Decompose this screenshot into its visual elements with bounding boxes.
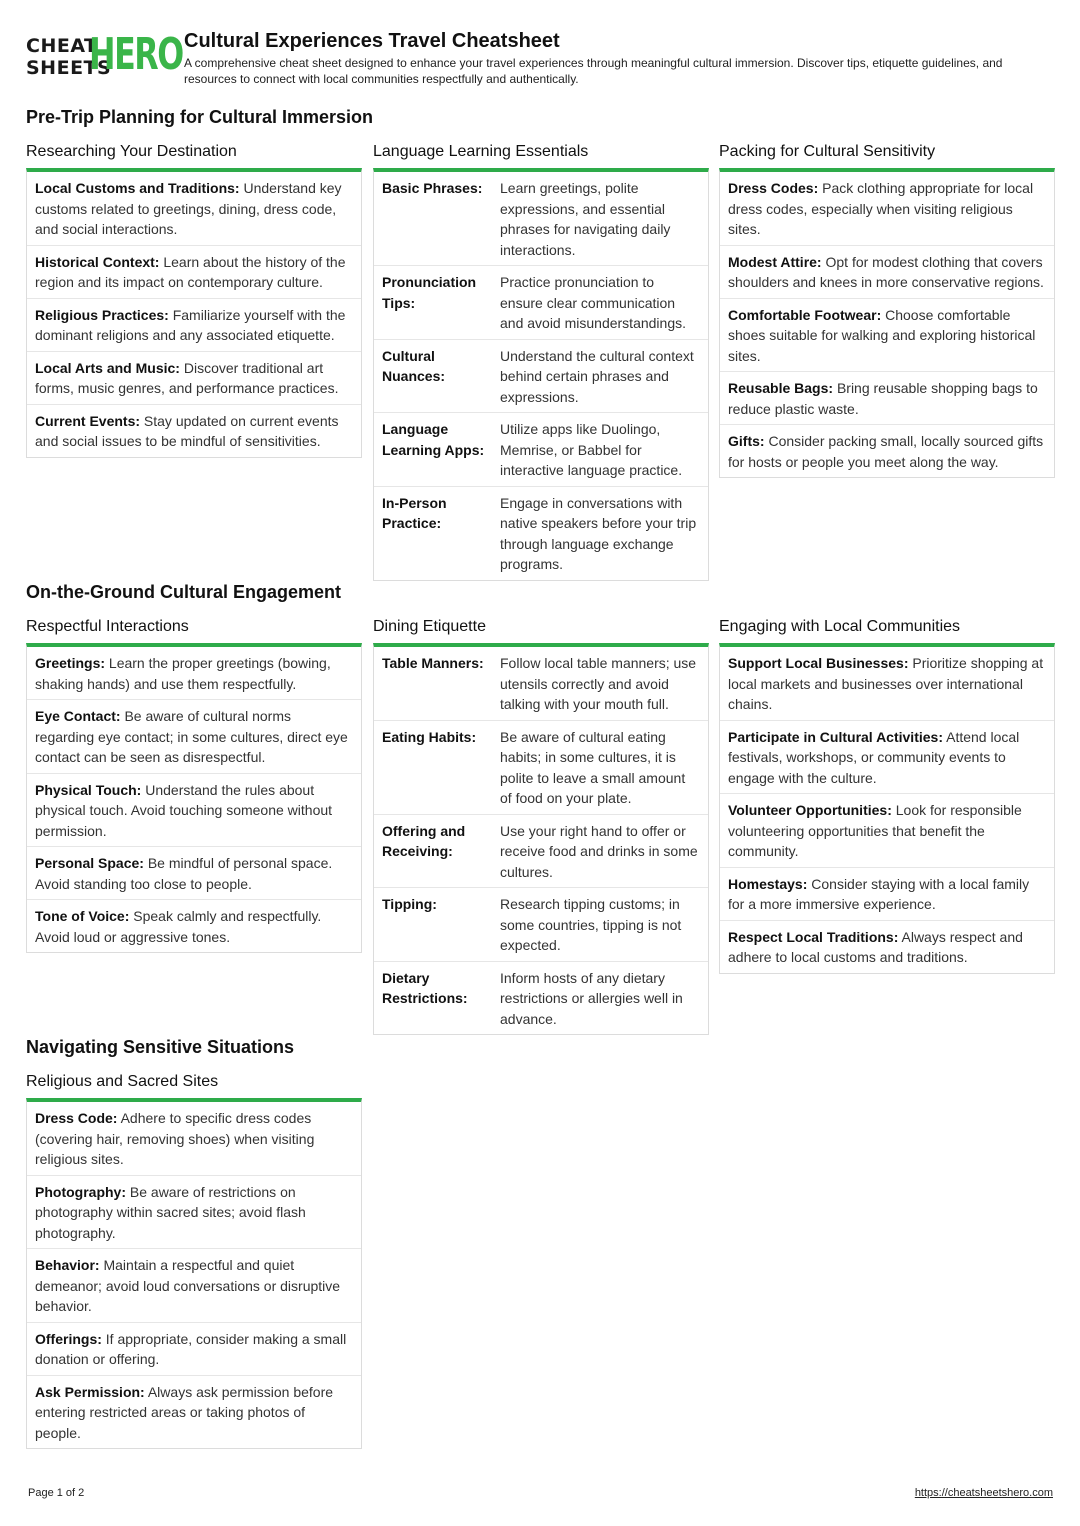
item-term: Basic Phrases: bbox=[382, 180, 483, 196]
item-desc: Maintain a respectful and quiet demeanor; avoid loud conversations or disruptive behavior. bbox=[35, 1257, 341, 1314]
item-desc: Research tipping customs; in some countries, tipping is not expected. bbox=[500, 896, 682, 953]
page-header bbox=[26, 30, 1056, 90]
item-desc: Discover traditional art forms, music genres, and performance practices. bbox=[35, 359, 339, 396]
item-term: Eye Contact: bbox=[35, 708, 121, 724]
card-local-communities bbox=[719, 617, 1055, 974]
card-body bbox=[719, 168, 1055, 478]
item-term: Gifts: bbox=[728, 433, 765, 449]
item-term: Cultural Nuances: bbox=[382, 347, 446, 384]
item-desc: Adhere to specific dress codes (covering hair, removing shoes) when visiting religious sites. bbox=[35, 1110, 315, 1167]
card-title: Religious and Sacred Sites bbox=[26, 1073, 219, 1090]
item-term: Comfortable Footwear: bbox=[728, 306, 882, 323]
item-term: Reusable Bags: bbox=[728, 380, 834, 396]
item-term: Language Learning Apps: bbox=[382, 421, 485, 458]
item-desc: Pack clothing appropriate for local dress codes, especially when visiting religious sites. bbox=[728, 180, 1034, 237]
list-item bbox=[720, 425, 1054, 477]
card-dining-etiquette bbox=[373, 617, 709, 1035]
item-term: Local Customs and Traditions: bbox=[35, 180, 240, 196]
item-term: Tipping: bbox=[382, 896, 437, 912]
item-desc: Learn about the history of the region and its impact on contemporary culture. bbox=[35, 253, 346, 290]
logo-text-hero: HERO bbox=[89, 29, 183, 80]
item-desc: Look for responsible volunteering opportunities that benefit the community. bbox=[728, 802, 1022, 859]
item-desc: Choose comfortable shoes suitable for walking and exploring historical sites. bbox=[728, 306, 1036, 364]
table-row bbox=[374, 888, 708, 962]
item-term: Volunteer Opportunities: bbox=[728, 802, 892, 818]
cheatsheetshero-logo[interactable] bbox=[26, 29, 183, 80]
item-term: Historical Context: bbox=[35, 253, 160, 270]
item-desc: Stay updated on current events and social issues to be mindful of sensitivities. bbox=[35, 412, 339, 449]
card-body bbox=[26, 643, 362, 953]
card-title: Respectful Interactions bbox=[26, 618, 189, 635]
card-body bbox=[373, 643, 709, 1035]
item-term: Dress Codes: bbox=[728, 180, 819, 196]
item-desc: Be aware of restrictions on photography within sacred sites; avoid flash photography. bbox=[35, 1183, 306, 1241]
table-row bbox=[374, 340, 708, 414]
site-link[interactable]: https://cheatsheetshero.com bbox=[914, 1487, 1053, 1499]
logo-text-cheat: CHEAT bbox=[26, 35, 98, 57]
table-row bbox=[374, 172, 708, 266]
item-desc: Use your right hand to offer or receive food and drinks in some cultures. bbox=[500, 822, 698, 880]
list-item bbox=[27, 405, 361, 457]
card-title: Packing for Cultural Sensitivity bbox=[719, 143, 936, 160]
list-item bbox=[27, 1176, 361, 1250]
item-desc: Familiarize yourself with the dominant religions and any associated etiquette. bbox=[35, 306, 346, 343]
item-term: Dress Code: bbox=[35, 1110, 118, 1126]
card-packing-sensitivity bbox=[719, 142, 1055, 478]
list-item bbox=[27, 774, 361, 848]
table-row bbox=[374, 647, 708, 721]
page-title: Cultural Experiences Travel Cheatsheet bbox=[184, 30, 560, 52]
item-desc: Consider staying with a local family for a more immersive experience. bbox=[728, 875, 1030, 912]
card-respectful-interactions bbox=[26, 617, 362, 953]
card-body bbox=[373, 168, 709, 581]
item-desc: Inform hosts of any dietary restrictions or allergies well in advance. bbox=[500, 969, 683, 1027]
item-term: Personal Space: bbox=[35, 855, 144, 871]
item-desc: Always respect and adhere to local customs and traditions. bbox=[728, 928, 1023, 965]
table-row bbox=[374, 815, 708, 889]
item-term: Eating Habits: bbox=[382, 728, 477, 745]
item-desc: Utilize apps like Duolingo, Memrise, or Babbel for interactive language practice. bbox=[500, 421, 683, 478]
item-desc: Attend local festivals, workshops, or community events to engage with the culture. bbox=[728, 728, 1020, 786]
item-desc: Opt for modest clothing that covers shoulders and knees in more conservative regions. bbox=[728, 253, 1044, 290]
list-item bbox=[720, 246, 1054, 299]
list-item bbox=[27, 1249, 361, 1323]
list-item bbox=[720, 721, 1054, 795]
item-desc: Consider packing small, locally sourced gifts for hosts or people you meet along the way. bbox=[728, 433, 1044, 470]
item-desc: If appropriate, consider making a small donation or offering. bbox=[35, 1330, 347, 1367]
card-title: Researching Your Destination bbox=[26, 143, 237, 160]
list-item bbox=[27, 900, 361, 952]
item-term: Photography: bbox=[35, 1183, 126, 1200]
item-term: Homestays: bbox=[728, 875, 808, 892]
table-row bbox=[374, 721, 708, 815]
list-item bbox=[720, 868, 1054, 921]
list-item bbox=[720, 794, 1054, 868]
list-item bbox=[27, 847, 361, 900]
list-item bbox=[720, 172, 1054, 246]
item-desc: Prioritize shopping at local markets and businesses over international chains. bbox=[728, 655, 1044, 712]
item-desc: Be aware of cultural norms regarding eye contact; in some cultures, direct eye contact can be seen as disrespectful. bbox=[35, 708, 348, 765]
card-title: Dining Etiquette bbox=[373, 618, 486, 635]
list-item bbox=[27, 700, 361, 774]
item-desc: Be mindful of personal space. Avoid standing too close to people. bbox=[35, 855, 333, 892]
item-term: Greetings: bbox=[35, 655, 106, 671]
item-term: Local Arts and Music: bbox=[35, 359, 180, 376]
page-subtitle: A comprehensive cheat sheet designed to enhance your travel experiences through meaningful cultural immersion. Discover tips, etiquette guidelines, and resources to connect with local communities respectfully and authentically. bbox=[184, 56, 1003, 86]
item-desc: Practice pronunciation to ensure clear communication and avoid misunderstandings. bbox=[500, 274, 687, 331]
item-desc: Learn the proper greetings (bowing, shaking hands) and use them respectfully. bbox=[35, 655, 331, 692]
card-body bbox=[26, 1098, 362, 1449]
card-language-learning bbox=[373, 142, 709, 581]
section-title-on-the-ground: On-the-Ground Cultural Engagement bbox=[26, 582, 341, 602]
item-desc: Be aware of cultural eating habits; in some cultures, it is polite to leave a small amount of food on your plate. bbox=[500, 728, 686, 806]
card-title: Engaging with Local Communities bbox=[719, 618, 961, 635]
item-desc: Follow local table manners; use utensils correctly and avoid talking with your mouth full. bbox=[500, 655, 697, 712]
list-item bbox=[27, 647, 361, 700]
table-row bbox=[374, 962, 708, 1035]
list-item bbox=[27, 1376, 361, 1449]
item-desc: Understand the cultural context behind certain phrases and expressions. bbox=[500, 347, 694, 405]
item-term: Support Local Businesses: bbox=[728, 655, 909, 671]
item-term: Modest Attire: bbox=[728, 253, 822, 270]
item-term: Behavior: bbox=[35, 1257, 100, 1273]
item-desc: Speak calmly and respectfully. Avoid loud or aggressive tones. bbox=[35, 908, 322, 945]
list-item bbox=[27, 299, 361, 352]
item-desc: Engage in conversations with native speakers before your trip through language exchange programs. bbox=[500, 494, 697, 572]
table-row bbox=[374, 266, 708, 340]
list-item bbox=[720, 299, 1054, 373]
card-body bbox=[26, 168, 362, 458]
table-row bbox=[374, 413, 708, 487]
item-term: Dietary Restrictions: bbox=[382, 969, 468, 1006]
logo-text-sheets: SHEETS bbox=[26, 57, 112, 79]
item-desc: Understand the rules about physical touch. Avoid touching someone without permission. bbox=[35, 781, 333, 839]
list-item bbox=[27, 1102, 361, 1176]
item-term: Ask Permission: bbox=[35, 1383, 145, 1400]
table-row bbox=[374, 487, 708, 580]
item-desc: Understand key customs related to greetings, dining, dress code, and social interactions. bbox=[35, 180, 342, 237]
list-item bbox=[27, 1323, 361, 1376]
item-term: Respect Local Traditions: bbox=[728, 928, 899, 945]
list-item bbox=[720, 647, 1054, 721]
card-body bbox=[719, 643, 1055, 974]
section-title-pre-trip: Pre-Trip Planning for Cultural Immersion bbox=[26, 107, 374, 127]
item-term: Physical Touch: bbox=[35, 781, 142, 798]
item-term: Religious Practices: bbox=[35, 306, 169, 323]
list-item bbox=[27, 172, 361, 246]
list-item bbox=[27, 246, 361, 299]
card-religious-sites bbox=[26, 1072, 362, 1449]
item-term: In-Person Practice: bbox=[382, 494, 447, 531]
item-term: Offerings: bbox=[35, 1330, 102, 1347]
list-item bbox=[720, 921, 1054, 973]
item-term: Pronunciation Tips: bbox=[382, 274, 477, 311]
item-term: Offering and Receiving: bbox=[382, 822, 466, 859]
item-desc: Always ask permission before entering restricted areas or taking photos of people. bbox=[35, 1383, 334, 1441]
item-term: Table Manners: bbox=[382, 655, 484, 671]
list-item bbox=[720, 372, 1054, 425]
item-desc: Learn greetings, polite expressions, and essential phrases for navigating daily interactions. bbox=[500, 180, 671, 258]
section-title-sensitive-situations: Navigating Sensitive Situations bbox=[26, 1037, 295, 1057]
item-term: Tone of Voice: bbox=[35, 908, 130, 924]
page-number: Page 1 of 2 bbox=[28, 1487, 85, 1499]
item-term: Participate in Cultural Activities: bbox=[728, 728, 943, 745]
item-desc: Bring reusable shopping bags to reduce plastic waste. bbox=[728, 380, 1038, 417]
item-term: Current Events: bbox=[35, 412, 141, 429]
card-title: Language Learning Essentials bbox=[373, 143, 589, 160]
card-researching-destination bbox=[26, 142, 362, 458]
list-item bbox=[27, 352, 361, 405]
